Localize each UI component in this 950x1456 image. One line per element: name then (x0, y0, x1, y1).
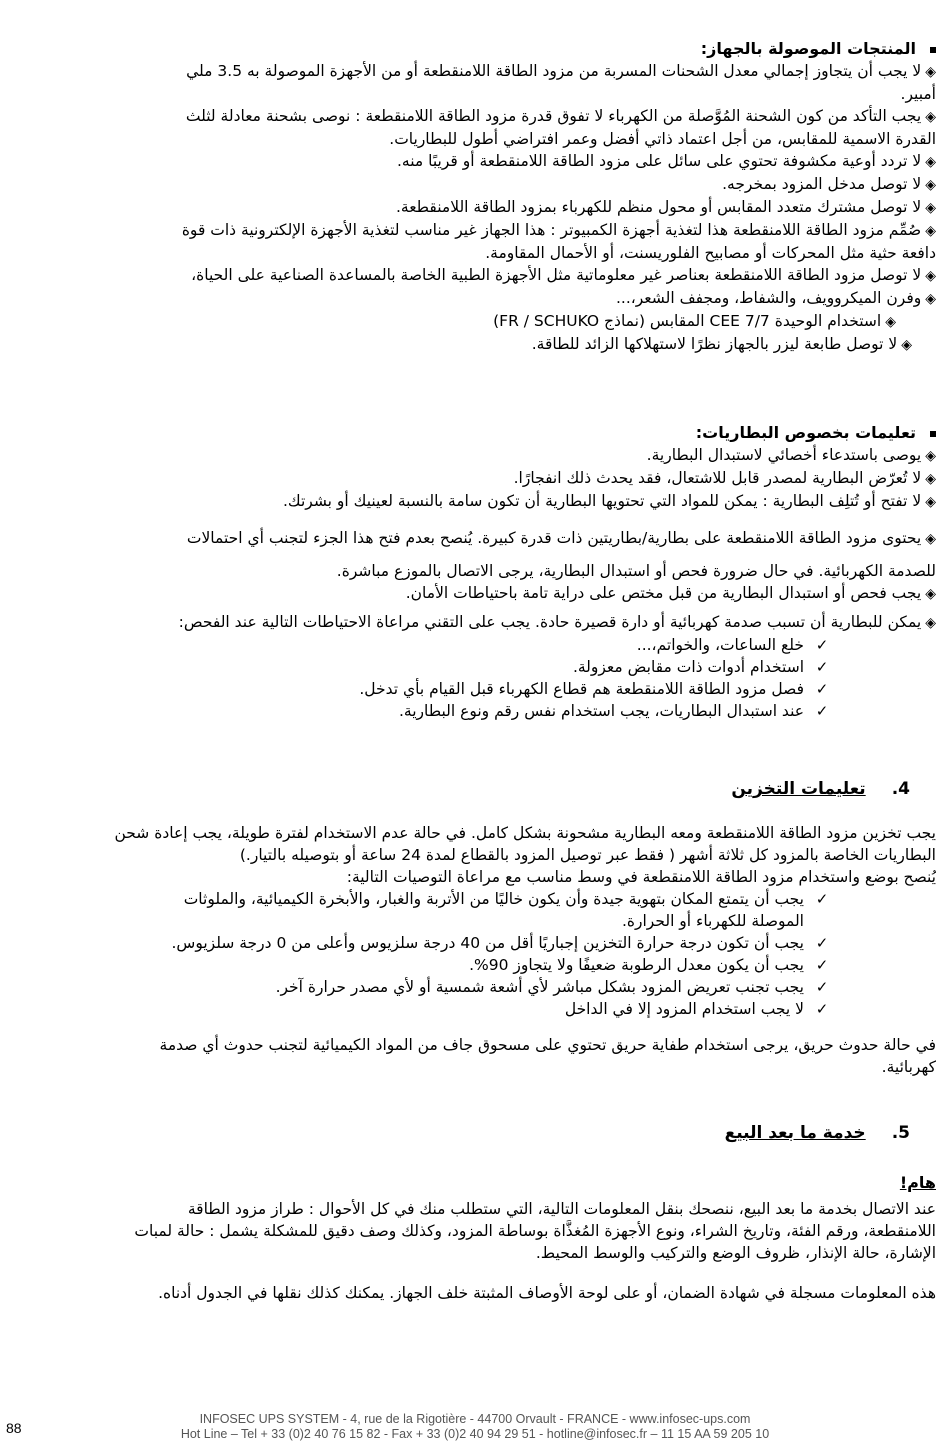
storage-section (10, 776, 936, 1078)
check-icon: ✓ (815, 956, 829, 974)
list-item: يحتوى مزود الطاقة اللامنقطعة على بطارية/بطاريتين ذات قدرة كبيرة. يُنصح بعدم فتح هذا الجزء لتجنب أي احتمالات (186, 529, 922, 547)
checklist-item: يجب تجنب تعريض المزود بشكل مباشر لأي أشعة شمسية أو لأي مصدر حرارة آخر. (275, 978, 804, 996)
checklist-item: يجب أن يتمتع المكان بتهوية جيدة وأن يكون خاليًا من الأتربة والغبار، والأبخرة الكيميائية، والملوثات (183, 890, 804, 908)
paragraph-line: اللامنقطعة، ورقم الفئة، وتاريخ الشراء، ونوع الأجهزة المُغذَّاة بوساطة المزود، وكذلك وصف دقيق للمشكلة يشمل : حالة لمبات (134, 1222, 936, 1240)
check-icon: ✓ (815, 890, 829, 908)
checklist-item: خلع الساعات، والخواتم،... (636, 636, 804, 654)
list-item: لا تردد أوعية مكشوفة تحتوي على سائل على مزود الطاقة اللامنقطعة أو قريبًا منه. (397, 152, 922, 170)
checklist-item: لا يجب استخدام المزود إلا في الداخل (564, 1000, 804, 1018)
paragraph-line: هذه المعلومات مسجلة في شهادة الضمان، أو على لوحة الأوصاف المثبتة خلف الجهاز. يمكنك كذلك نقلها في الجدول أدناه. (158, 1284, 936, 1302)
list-item: لا تُعرّض البطارية لمصدر قابل للاشتعال، فقد يحدث ذلك انفجارًا. (513, 469, 922, 487)
list-item: يجب فحص أو استبدال البطارية من قبل مختص على دراية تامة باحتياطات الأمان. (405, 584, 922, 602)
list-item: يجب التأكد من كون الشحنة المُوَّصلة من الكهرباء لا تفوق قدرة مزود الطاقة اللامنقطعة : نوصى بشحنة معادلة لثلث (185, 107, 922, 125)
checklist-item: عند استبدال البطاريات، يجب استخدام نفس رقم ونوع البطارية. (398, 702, 804, 720)
page-number: 88 (6, 1420, 22, 1436)
list-item: يمكن للبطارية أن تسبب صدمة كهربائية أو دارة قصيرة حادة. يجب على التقني مراعاة الاحتياطات التالية عند الفحص: (178, 613, 922, 631)
paragraph-line: الإشارة، حالة الإنذار، ظروف الوضع والتركيب والوسط المحيط. (535, 1244, 936, 1262)
square-bullet-icon (930, 431, 936, 437)
list-item-continuation: للصدمة الكهربائية. في حال ضرورة فحص أو استبدال البطارية، يرجى الاتصال بالموزع مباشرة. (336, 562, 936, 580)
list-item: لا توصل مزود الطاقة اللامنقطعة بعناصر غير معلوماتية مثل الأجهزة الطبية الخاصة بالمساعدة الصناعية على الحياة، (191, 266, 922, 284)
important-label: هام! (899, 1173, 936, 1192)
battery-section (10, 422, 936, 722)
checklist-item-continuation: الموصلة للكهرباء أو الحرارة. (621, 912, 804, 930)
list-item: صُمِّم مزود الطاقة اللامنقطعة هذا لتغذية أجهزة الكمبيوتر : هذا الجهاز غير مناسب لتغذية الأجهزة الإلكترونية ذات قوة (181, 221, 922, 239)
diamond-icon: ◈ (885, 314, 896, 330)
paragraph-line: كهربائية. (881, 1058, 936, 1076)
storage-heading: 4.تعليمات التخزين (731, 779, 910, 799)
check-icon: ✓ (815, 658, 829, 676)
check-icon: ✓ (815, 680, 829, 698)
diamond-icon: ◈ (925, 223, 936, 239)
list-item: لا توصل مشترك متعدد المقابس أو محول منظم للكهرباء بمزود الطاقة اللامنقطعة. (395, 198, 922, 216)
check-icon: ✓ (815, 1000, 829, 1018)
checklist-item: فصل مزود الطاقة اللامنقطعة هم قطاع الكهرباء قبل القيام بأي تدخل. (359, 680, 804, 698)
diamond-icon: ◈ (925, 448, 936, 464)
paragraph-line: البطاريات الخاصة بالمزود كل ثلاثة أشهر ( فقط عبر توصيل المزود بالقطاع لمدة 24 ساعة أو بتوصيله بالتيار.) (239, 846, 936, 864)
diamond-icon: ◈ (925, 471, 936, 487)
diamond-icon: ◈ (925, 177, 936, 193)
paragraph-line: عند الاتصال بخدمة ما بعد البيع، ننصحك بنقل المعلومات التالية، التي ستطلب منك في كل الأحوال : طراز مزود الطاقة (187, 1200, 936, 1218)
diamond-icon: ◈ (925, 531, 936, 547)
footer-address: INFOSEC UPS SYSTEM - 4, rue de la Rigotière - 44700 Orvault - FRANCE - www.infosec-ups.com (199, 1412, 751, 1426)
diamond-icon: ◈ (925, 586, 936, 602)
list-item-continuation: دافعة حثية مثل المحركات أو مصابيح الفلوريسنت، أو الأحمال المقاومة. (485, 244, 936, 262)
paragraph-line: يُنصح بوضع واستخدام مزود الطاقة اللامنقطعة في وسط مناسب مع مراعاة التوصيات التالية: (346, 868, 936, 886)
diamond-icon: ◈ (925, 200, 936, 216)
checklist-item: استخدام أدوات ذات مقابض معزولة. (572, 658, 804, 676)
list-item: استخدام الوحيدة CEE 7/7 المقابس (نماذج FR / SCHUKO) (493, 312, 882, 330)
after-sales-heading: 5.خدمة ما بعد البيع (724, 1123, 910, 1143)
after-sales-section (10, 1120, 936, 1304)
diamond-icon: ◈ (925, 291, 936, 307)
connected-products-section (10, 38, 936, 356)
footer-contact: Hot Line – Tel + 33 (0)2 40 76 15 82 - Fax + 33 (0)2 40 94 29 51 - hotline@infosec.fr – 11 15 AA 59 205 10 (180, 1427, 770, 1441)
battery-heading: تعليمات بخصوص البطاريات: (10, 422, 936, 444)
list-item-continuation: القدرة الاسمية للمقابس، من أجل اعتماد ذاتي أفضل وعمر افتراضي أطول للبطاريات. (389, 130, 936, 148)
list-item: لا توصل طابعة ليزر بالجهاز نظرًا لاستهلاكها الزائد للطاقة. (531, 335, 898, 353)
list-item-continuation: أمبير. (900, 85, 936, 103)
paragraph-line: في حالة حدوث حريق، يرجى استخدام طفاية حريق تحتوي على مسحوق جاف من المواد الكيميائية لتجنب حدوث أي صدمة (159, 1036, 936, 1054)
list-item: لا يجب أن يتجاوز إجمالي معدل الشحنات المسربة من مزود الطاقة اللامنقطعة أو من الأجهزة الموصولة به 3.5 ملي (186, 62, 922, 80)
connected-products-heading: المنتجات الموصولة بالجهاز: (10, 38, 936, 60)
diamond-icon: ◈ (925, 64, 936, 80)
page-footer (0, 1412, 950, 1442)
check-icon: ✓ (815, 636, 829, 654)
diamond-icon: ◈ (925, 154, 936, 170)
check-icon: ✓ (815, 934, 829, 952)
diamond-icon: ◈ (925, 109, 936, 125)
list-item: وفرن الميكروويف، والشفاط، ومجفف الشعر،... (615, 289, 922, 307)
list-item: يوصى باستدعاء أخصائي لاستبدال البطارية. (646, 446, 922, 464)
list-item: لا تفتح أو تُتلِف البطارية : يمكن للمواد التي تحتويها البطارية أن تكون سامة بالنسبة لعينيك أو بشرتك. (283, 492, 922, 510)
checklist-item: يجب أن تكون درجة حرارة التخزين إجباريًا أقل من 40 درجة سلزيوس وأعلى من 0 درجة سلزيوس. (171, 934, 804, 952)
checklist-item: يجب أن يكون معدل الرطوبة ضعيفًا ولا يتجاوز 90%. (469, 956, 804, 974)
diamond-icon: ◈ (925, 494, 936, 510)
diamond-icon: ◈ (925, 268, 936, 284)
paragraph-line: يجب تخزين مزود الطاقة اللامنقطعة ومعه البطارية مشحونة بشكل كامل. في حالة عدم الاستخدام لفترة طويلة، يجب إعادة شحن (114, 824, 936, 842)
diamond-icon: ◈ (925, 615, 936, 631)
square-bullet-icon (930, 47, 936, 53)
diamond-icon: ◈ (901, 337, 912, 353)
check-icon: ✓ (815, 702, 829, 720)
check-icon: ✓ (815, 978, 829, 996)
list-item: لا توصل مدخل المزود بمخرجه. (722, 175, 922, 193)
